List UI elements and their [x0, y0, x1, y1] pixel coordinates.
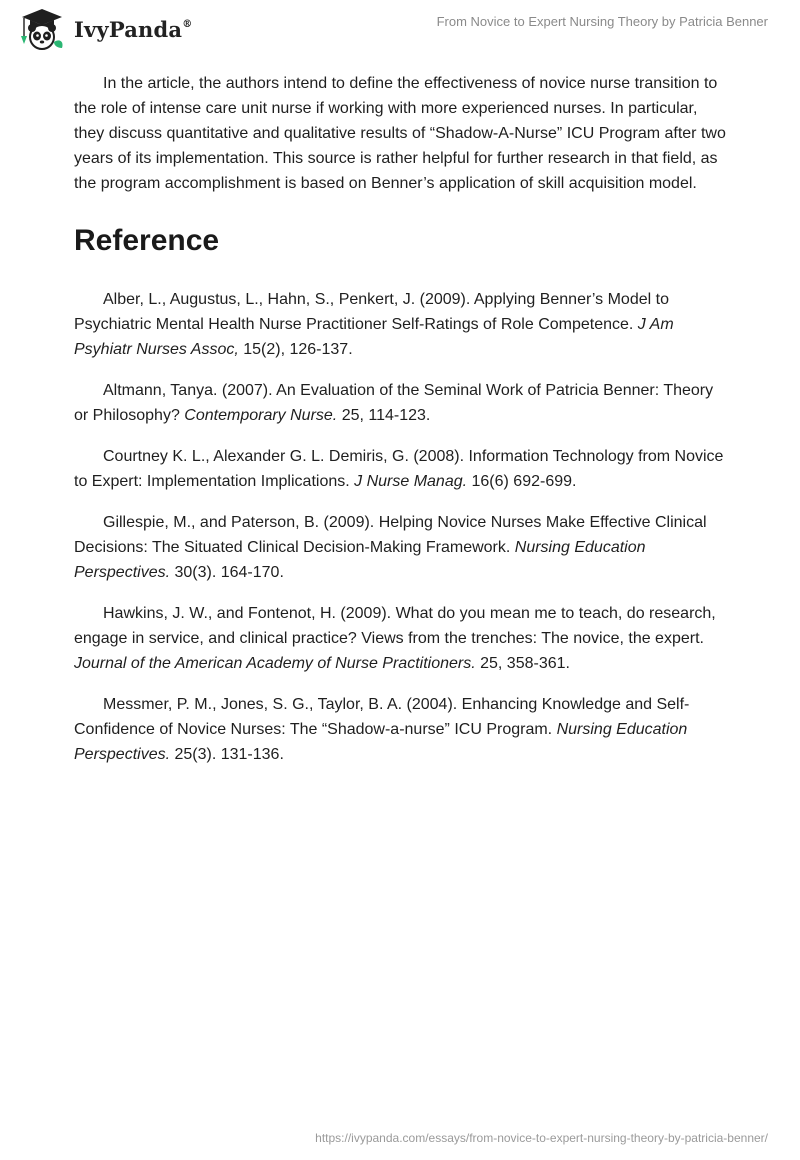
section-heading: Reference: [74, 224, 220, 257]
reference-source: Nursing Education Perspectives.: [74, 721, 688, 763]
page-header: [0, 0, 800, 60]
reference-source: Contemporary Nurse.: [184, 407, 338, 424]
reference-details: 30(3). 164-170.: [170, 564, 284, 581]
reference-text: Messmer, P. M., Jones, S. G., Taylor, B. A. (2004). Enhancing Knowledge and Self-Confidence of Novice Nurses: The “Shadow-a-nurse” ICU Program.: [74, 696, 690, 738]
reference-list: [74, 287, 726, 767]
brand-logo[interactable]: [14, 8, 192, 50]
panda-graduate-icon: [14, 8, 70, 50]
reference-item: [74, 378, 726, 428]
reference-text: Hawkins, J. W., and Fontenot, H. (2009). What do you mean me to teach, do research, engage in service, and clinical practice? Views from the trenches: The novice, the expert.: [74, 605, 716, 647]
reference-source: Nursing Education Perspectives.: [74, 539, 646, 581]
document-title: From Novice to Expert Nursing Theory by Patricia Benner: [436, 14, 768, 29]
reference-details: 25(3). 131-136.: [170, 746, 284, 763]
reference-item: [74, 692, 726, 767]
reference-details: 25, 358-361.: [475, 655, 570, 672]
reference-item: [74, 601, 726, 676]
reference-details: 16(6) 692-699.: [467, 473, 577, 490]
reference-item: [74, 510, 726, 585]
reference-details: 15(2), 126-137.: [238, 341, 353, 358]
document-body: [74, 71, 726, 783]
brand-name: IvyPanda®: [74, 16, 193, 42]
reference-source: J Am Psyhiatr Nurses Assoc,: [74, 316, 674, 358]
reference-item: [74, 287, 726, 362]
reference-text: Altmann, Tanya. (2007). An Evaluation of the Seminal Work of Patricia Benner: Theory or Philosophy?: [74, 382, 714, 424]
reference-text: Alber, L., Augustus, L., Hahn, S., Penkert, J. (2009). Applying Benner’s Model to Psychiatric Mental Health Nurse Practitioner Self-Ratings of Role Competence.: [74, 291, 669, 333]
reference-item: [74, 444, 726, 494]
reference-text: Courtney K. L., Alexander G. L. Demiris, G. (2008). Information Technology from Novice to Expert: Implementation Implications.: [74, 448, 724, 490]
reference-source: Journal of the American Academy of Nurse Practitioners.: [74, 655, 476, 672]
body-paragraph: In the article, the authors intend to define the effectiveness of novice nurse transition to the role of intense care unit nurse if working with more experienced nurses. In particular, they discuss quantitative and qualitative results of “Shadow-A-Nurse” ICU Program after two years of its implementation. This source is rather helpful for further research in that field, as the program accomplishment is based on Benner’s application of skill acquisition model.: [74, 75, 726, 192]
reference-text: Gillespie, M., and Paterson, B. (2009). Helping Novice Nurses Make Effective Clinical Decisions: The Situated Clinical Decision-Making Framework.: [74, 514, 707, 556]
reference-details: 25, 114-123.: [337, 407, 431, 424]
reference-source: J Nurse Manag.: [354, 473, 468, 490]
page-url-footer[interactable]: https://ivypanda.com/essays/from-novice-to-expert-nursing-theory-by-patricia-benner/: [315, 1131, 768, 1145]
